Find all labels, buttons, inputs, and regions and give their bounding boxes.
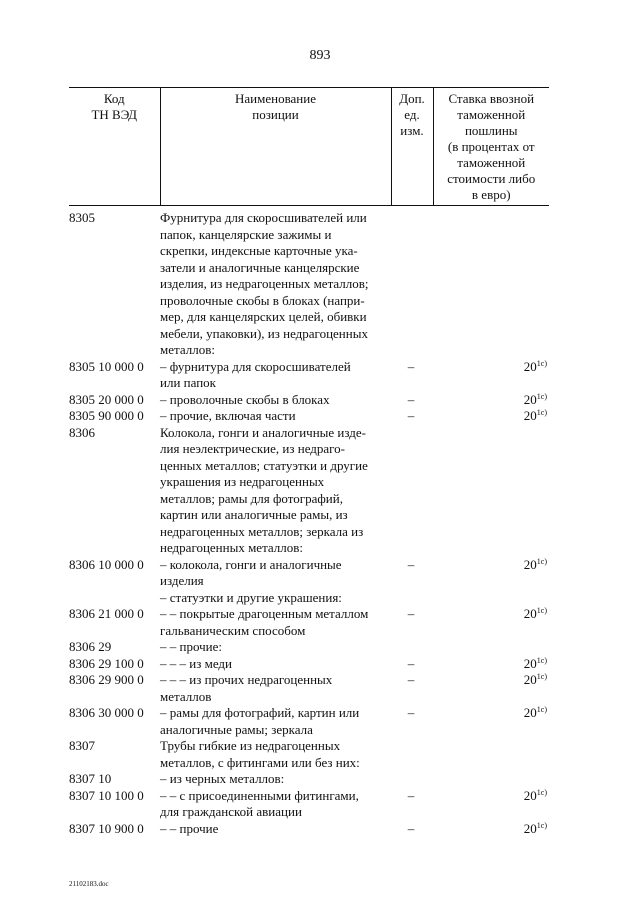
tariff-code: 8307 <box>69 738 95 753</box>
position-name <box>160 771 391 788</box>
header-rate-line: (в процентах от <box>447 139 535 154</box>
duty-rate-footnote: 1с) <box>536 655 547 665</box>
additional-unit: – <box>407 672 415 687</box>
position-name-line: затели и аналогичные канцелярские <box>160 259 360 275</box>
header-unit <box>391 88 433 206</box>
tariff-code: 8305 10 000 0 <box>69 358 144 374</box>
position-name-line: – колокола, гонги и аналогичные <box>160 556 342 572</box>
tariff-code: 8305 90 000 0 <box>69 408 144 423</box>
header-name-line: позиции <box>252 107 299 122</box>
tariff-code: 8305 <box>69 210 95 225</box>
position-name-line: – фурнитура для скоросшивателей <box>160 358 351 374</box>
position-name-line: – прочие, включая части <box>160 408 296 423</box>
duty-rate <box>433 408 549 425</box>
additional-unit: – <box>407 606 415 621</box>
position-name-line: металлов; рамы для фотографий, <box>160 490 343 506</box>
duty-rate-footnote: 1с) <box>536 705 547 714</box>
tariff-code <box>69 590 160 607</box>
additional-unit: – <box>407 787 415 803</box>
position-name <box>160 672 391 705</box>
additional-unit: – <box>407 655 415 671</box>
position-name-line: или папок <box>160 375 216 390</box>
position-name-line: ценных металлов; статуэтки и другие <box>160 457 368 473</box>
position-name <box>160 359 391 392</box>
header-rate-line: таможенной <box>457 155 526 170</box>
position-name <box>160 206 391 359</box>
header-code-line: ТН ВЭД <box>91 107 138 122</box>
additional-unit <box>391 738 433 771</box>
position-name-line: недрагоценных металлов; зеркала из <box>160 523 364 539</box>
duty-rate-value: 20 <box>523 820 537 836</box>
additional-unit: – <box>407 391 415 407</box>
position-name <box>160 590 391 607</box>
table-row <box>69 672 549 705</box>
position-name <box>160 392 391 409</box>
position-name-line: картин или аналогичные рамы, из <box>160 507 348 522</box>
duty-rate <box>433 705 549 738</box>
table-row <box>69 606 549 639</box>
position-name-line: металлов <box>160 688 212 704</box>
duty-rate <box>433 606 549 639</box>
duty-rate-footnote: 1с) <box>536 606 547 615</box>
position-name-line: аналогичные рамы; зеркала <box>160 721 313 737</box>
table-header-row <box>69 88 549 206</box>
tariff-code: 8306 29 100 0 <box>69 655 144 671</box>
position-name-line: скрепки, индексные карточные ука- <box>160 243 358 258</box>
position-name-line: – – с присоединенными фитингами, <box>160 787 359 803</box>
additional-unit: – <box>407 705 415 720</box>
additional-unit: – <box>407 358 415 374</box>
position-name <box>160 656 391 673</box>
tariff-code: 8306 10 000 0 <box>69 556 144 572</box>
table-row <box>69 821 549 838</box>
duty-rate <box>433 425 549 557</box>
header-rate-line: таможенной <box>457 107 526 122</box>
table-row <box>69 590 549 607</box>
position-name-line: – – прочие: <box>160 639 222 654</box>
duty-rate-footnote: 1с) <box>536 391 547 401</box>
position-name-line: гальваническим способом <box>160 622 306 638</box>
header-rate-line: Ставка ввозной <box>448 91 535 106</box>
duty-rate <box>433 771 549 788</box>
page-number: 893 <box>309 48 331 63</box>
table-row <box>69 557 549 590</box>
table-row <box>69 359 549 392</box>
tariff-table <box>69 87 549 837</box>
table-row <box>69 771 549 788</box>
additional-unit <box>391 590 433 607</box>
position-name-line: для гражданской авиации <box>160 804 302 819</box>
position-name-line: изделия <box>160 573 204 588</box>
duty-rate <box>433 590 549 607</box>
position-name <box>160 606 391 639</box>
header-rate-line: пошлины <box>464 123 518 138</box>
position-name-line: мебели, упаковки), из недрагоценных <box>160 325 368 341</box>
position-name-line: изделия, из недрагоценных металлов; <box>160 276 369 291</box>
position-name-line: папок, канцелярские зажимы и <box>160 226 332 242</box>
position-name <box>160 821 391 838</box>
duty-rate-value: 20 <box>523 606 537 621</box>
header-unit-line: изм. <box>400 123 424 138</box>
duty-rate <box>433 821 549 838</box>
additional-unit <box>391 639 433 656</box>
duty-rate <box>433 206 549 359</box>
duty-rate <box>433 656 549 673</box>
position-name-line: – – покрытые драгоценным металлом <box>160 606 369 621</box>
additional-unit: – <box>407 408 415 423</box>
header-name-line: Наименование <box>235 91 316 106</box>
additional-unit: – <box>407 556 415 572</box>
duty-rate <box>433 738 549 771</box>
duty-rate-value: 20 <box>523 391 537 407</box>
duty-rate-footnote: 1с) <box>536 672 547 681</box>
table-row <box>69 788 549 821</box>
position-name-line: металлов, с фитингами или без них: <box>160 754 360 770</box>
table-row <box>69 392 549 409</box>
duty-rate-value: 20 <box>523 672 537 687</box>
tariff-code: 8307 10 900 0 <box>69 820 144 836</box>
position-name <box>160 408 391 425</box>
duty-rate <box>433 672 549 705</box>
header-code-line: Код <box>103 91 125 106</box>
duty-rate-value: 20 <box>523 655 537 671</box>
duty-rate-value: 20 <box>523 787 537 803</box>
additional-unit: – <box>407 820 415 836</box>
header-code <box>69 88 160 206</box>
duty-rate-footnote: 1с) <box>536 358 547 368</box>
position-name <box>160 788 391 821</box>
tariff-code: 8306 <box>69 424 95 440</box>
duty-rate-footnote: 1с) <box>536 556 547 566</box>
position-name <box>160 738 391 771</box>
position-name-line: – из черных металлов: <box>160 771 285 786</box>
duty-rate-footnote: 1с) <box>536 820 547 830</box>
duty-rate <box>433 788 549 821</box>
duty-rate <box>433 557 549 590</box>
position-name-line: Колокола, гонги и аналогичные изде- <box>160 424 367 440</box>
position-name-line: – – прочие <box>160 820 219 836</box>
position-name-line: украшения из недрагоценных <box>160 474 325 489</box>
table-row <box>69 656 549 673</box>
table-row <box>69 738 549 771</box>
header-rate-line: стоимости либо <box>447 171 536 186</box>
tariff-code: 8306 21 000 0 <box>69 606 144 621</box>
tariff-code: 8306 29 <box>69 639 112 654</box>
position-name-line: мер, для канцелярских целей, обивки <box>160 309 367 324</box>
position-name <box>160 425 391 557</box>
duty-rate-value: 20 <box>523 358 537 374</box>
additional-unit <box>391 206 433 359</box>
additional-unit <box>391 425 433 557</box>
duty-rate-footnote: 1с) <box>536 408 547 417</box>
duty-rate <box>433 359 549 392</box>
position-name-line: металлов: <box>160 342 215 357</box>
position-name-line: Трубы гибкие из недрагоценных <box>160 738 341 753</box>
position-name-line: – – – из прочих недрагоценных <box>160 672 333 687</box>
duty-rate-footnote: 1с) <box>536 787 547 797</box>
header-name <box>160 88 391 206</box>
position-name-line: проволочные скобы в блоках (напри- <box>160 292 365 308</box>
tariff-code: 8306 30 000 0 <box>69 705 144 720</box>
position-name <box>160 557 391 590</box>
duty-rate <box>433 639 549 656</box>
duty-rate-value: 20 <box>523 556 537 572</box>
table-row <box>69 206 549 359</box>
position-name-line: – проволочные скобы в блоках <box>160 391 330 407</box>
table-row <box>69 639 549 656</box>
position-name-line: – статуэтки и другие украшения: <box>160 589 342 605</box>
header-rate-line: в евро) <box>471 187 511 202</box>
position-name-line: лия неэлектрические, из недраго- <box>160 441 346 456</box>
header-unit-line: ед. <box>404 107 420 122</box>
table-row <box>69 425 549 557</box>
duty-rate <box>433 392 549 409</box>
table-row <box>69 705 549 738</box>
tariff-code: 8306 29 900 0 <box>69 672 144 687</box>
position-name-line: Фурнитура для скоросшивателей или <box>160 210 367 225</box>
header-rate <box>433 88 549 206</box>
position-name <box>160 639 391 656</box>
table-row <box>69 408 549 425</box>
additional-unit <box>391 771 433 788</box>
position-name-line: недрагоценных металлов: <box>160 540 304 555</box>
duty-rate-value: 20 <box>523 408 537 423</box>
duty-rate-value: 20 <box>523 705 537 720</box>
tariff-code: 8305 20 000 0 <box>69 391 144 407</box>
tariff-code: 8307 10 <box>69 771 112 786</box>
tariff-body <box>69 206 549 838</box>
footer-filename: 21102183.doc <box>69 880 109 888</box>
tariff-code: 8307 10 100 0 <box>69 787 144 803</box>
header-unit-line: Доп. <box>399 91 425 106</box>
position-name-line: – – – из меди <box>160 655 232 671</box>
position-name-line: – рамы для фотографий, картин или <box>160 705 360 720</box>
position-name <box>160 705 391 738</box>
